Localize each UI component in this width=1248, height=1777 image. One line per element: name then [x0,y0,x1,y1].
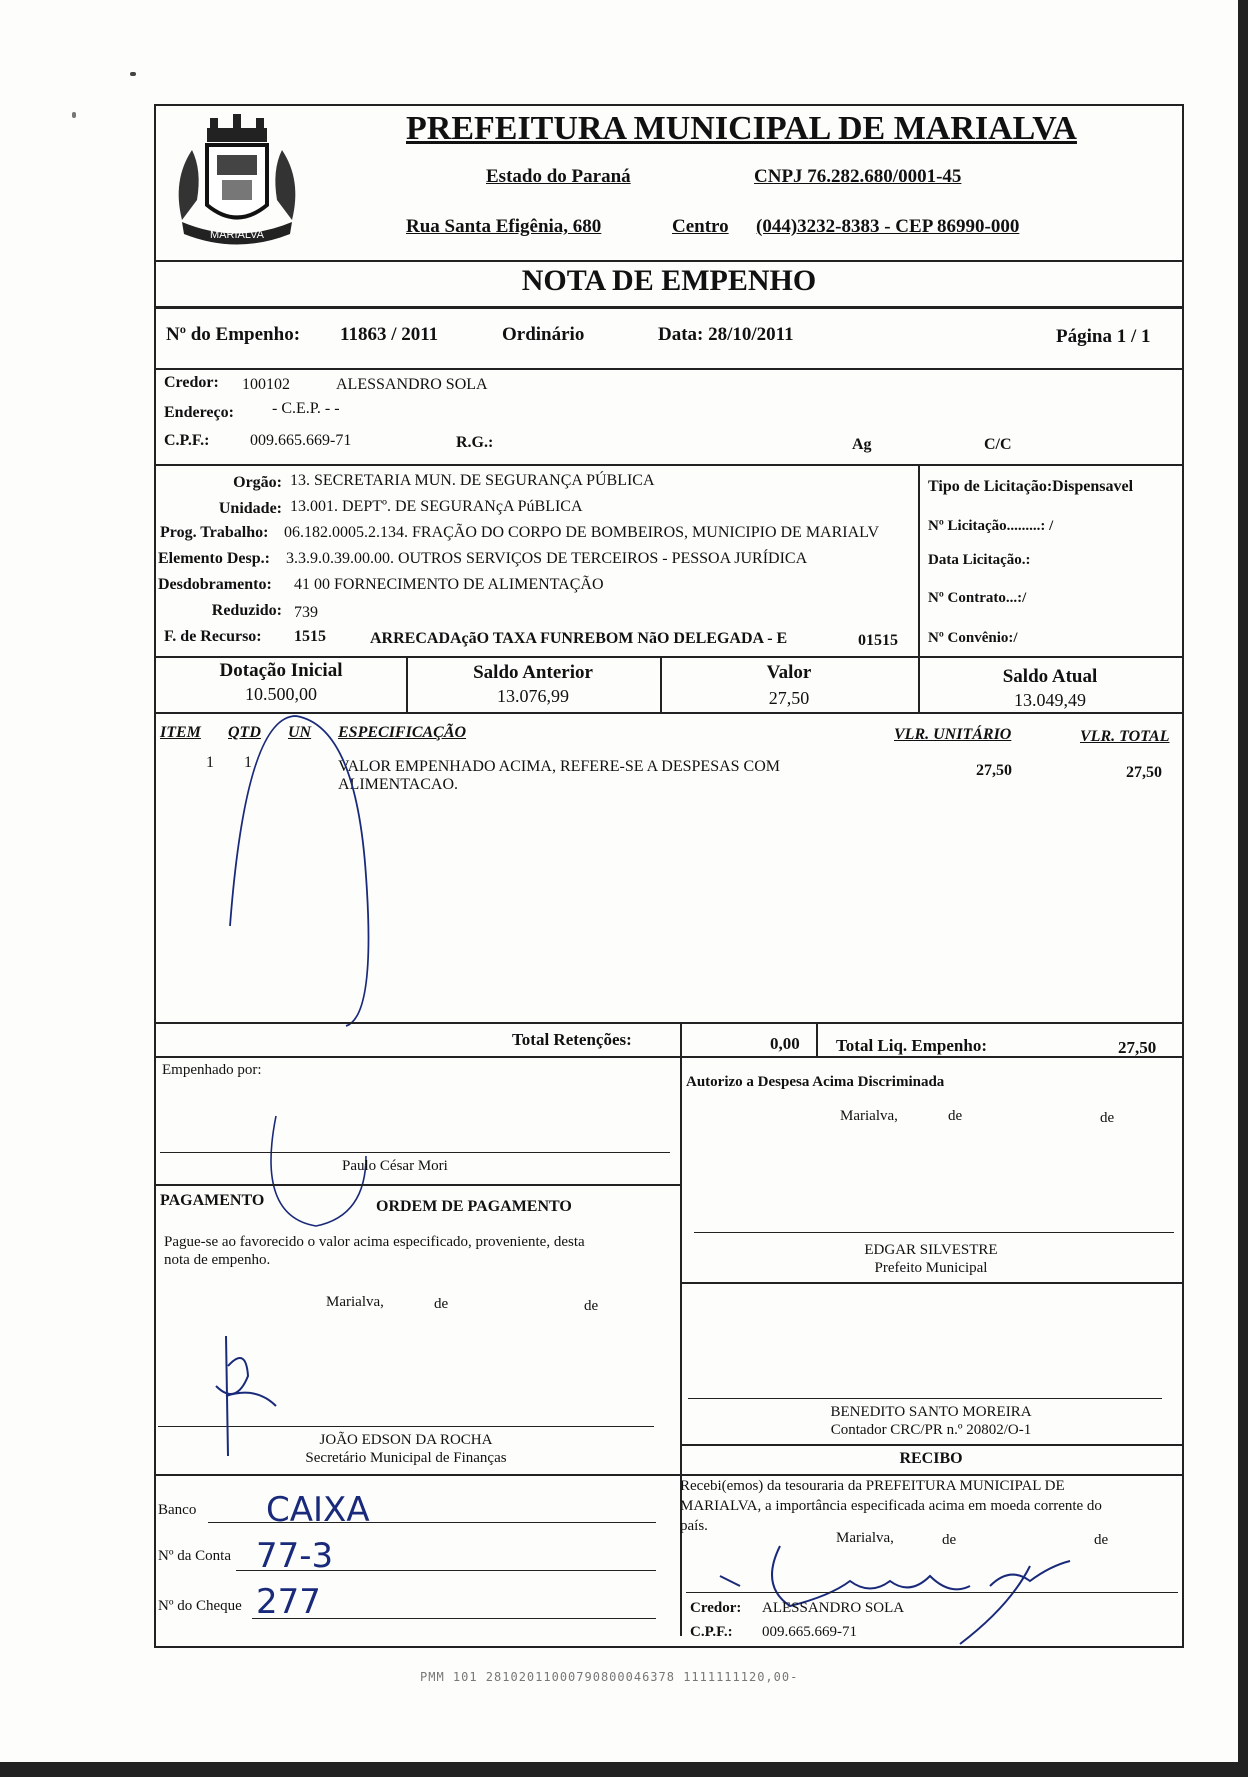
item-number: 1 [206,754,214,771]
empenho-date: Data: 28/10/2011 [658,324,794,345]
credor-label: Credor: [164,374,219,391]
banco-label: Banco [158,1502,197,1518]
recibo-de1: de [942,1532,957,1548]
recurso-label: F. de Recurso: [164,628,262,645]
elemento-value: 3.3.9.0.39.00.00. OUTROS SERVIÇOS DE TERCEIROS - PESSOA JURÍDICA [286,550,808,567]
header-title: PREFEITURA MUNICIPAL DE MARIALVA [406,110,1077,147]
saldo-atual-label: Saldo Atual [1002,666,1098,687]
footer-code: PMM 101 28102011000790800046378 1111111120,00- [420,1670,799,1684]
empenho-number: 11863 / 2011 [340,324,439,345]
prefeito-role: Prefeito Municipal [874,1260,988,1276]
reduzido-value: 739 [294,604,318,621]
items-header-total: VLR. TOTAL [1080,728,1170,745]
item-qtd: 1 [244,754,252,771]
numero-licitacao: Nº Licitação.........: / [928,518,1054,534]
divider [680,1282,1182,1284]
municipal-seal-icon [162,110,312,260]
dotacao-inicial-value: 10.500,00 [245,684,317,704]
recibo-credor-name: ALESSANDRO SOLA [762,1600,905,1616]
item-espec-line2: ALIMENTACAO. [338,776,459,793]
total-liquido-label: Total Liq. Empenho: [836,1036,987,1055]
total-retencoes-label: Total Retenções: [512,1030,632,1049]
cpf-label: C.P.F.: [164,432,210,449]
divider [156,656,1182,658]
prog-label: Prog. Trabalho: [160,524,269,541]
ordem-pagamento-label: ORDEM DE PAGAMENTO [376,1198,572,1215]
divider [680,1444,1182,1446]
valor-value: 27,50 [768,688,810,708]
header-district: Centro [672,216,729,237]
desdobramento-value: 41 00 FORNECIMENTO DE ALIMENTAÇÃO [294,576,604,593]
recibo-city: Marialva, [836,1530,894,1546]
signature-line [694,1232,1174,1233]
divider [816,1022,818,1056]
valor-label: Valor [766,662,812,683]
empenhado-por-label: Empenhado por: [162,1062,262,1078]
svg-text:MARIALVA: MARIALVA [210,229,264,241]
items-header-espec: ESPECIFICAÇÃO [338,724,467,741]
divider [680,1056,682,1636]
pagamento-city: Marialva, [326,1294,384,1310]
unidade-label: Unidade: [218,500,282,517]
dotacao-inicial-label: Dotação Inicial [219,660,343,681]
signature-line [160,1152,670,1153]
empenho-number-label: Nº do Empenho: [166,324,301,345]
items-header-un: UN [288,724,312,741]
secretario-name: JOÃO EDSON DA ROCHA [319,1432,493,1448]
empenhado-por-name: Paulo César Mori [342,1158,448,1174]
recibo-text-line2: MARIALVA, a importância especificada acima em moeda corrente do [680,1498,1102,1514]
autorizo-de1: de [948,1108,963,1124]
cheque-handwritten-value: 277 [256,1582,321,1622]
ag-label: Ag [852,436,872,453]
divider [156,260,1182,262]
recibo-credor-label: Credor: [690,1600,742,1616]
header-address: Rua Santa Efigênia, 680 [406,216,602,237]
endereco-label: Endereço: [164,404,234,421]
cheque-label: Nº do Cheque [158,1598,242,1614]
total-retencoes-value: 0,00 [770,1034,800,1053]
conta-handwritten-value: 77-3 [256,1536,334,1576]
prefeito-name: EDGAR SILVESTRE [864,1242,998,1258]
scan-mark [72,112,76,118]
item-total-value: 27,50 [1126,764,1162,781]
rg-label: R.G.: [456,434,494,451]
divider [918,464,920,658]
reduzido-label: Reduzido: [211,602,282,619]
secretario-role: Secretário Municipal de Finanças [305,1450,507,1466]
saldo-atual-value: 13.049,49 [1014,690,1086,710]
elemento-label: Elemento Desp.: [158,550,270,567]
recibo-label: RECIBO [899,1450,963,1467]
unidade-value: 13.001. DEPTº. DE SEGURANçA PúBLICA [290,498,583,515]
contador-role: Contador CRC/PR n.º 20802/O-1 [830,1422,1032,1438]
scan-edge-bottom [0,1762,1248,1777]
recurso-desc: ARRECADAçãO TAXA FUNREBOM NãO DELEGADA - E [370,630,788,647]
signature-line [686,1592,1178,1593]
recurso-code: 1515 [294,628,326,645]
saldo-anterior-label: Saldo Anterior [473,662,593,683]
pagamento-de1: de [434,1296,449,1312]
items-header-item: ITEM [160,724,201,741]
scan-mark [130,72,136,76]
pagamento-text-line2: nota de empenho. [164,1252,271,1268]
scan-edge [1238,0,1248,1777]
recibo-de2: de [1094,1532,1109,1548]
pagamento-text-line1: Pague-se ao favorecido o valor acima especificado, proveniente, desta [164,1234,585,1250]
contador-name: BENEDITO SANTO MOREIRA [830,1404,1032,1420]
banco-handwritten-value: CAIXA [266,1490,370,1530]
autorizo-label: Autorizo a Despesa Acima Discriminada [686,1074,945,1090]
saldo-anterior-value: 13.076,99 [497,686,569,706]
doc-title: NOTA DE EMPENHO [521,264,817,297]
data-licitacao: Data Licitação.: [928,552,1031,568]
credor-code: 100102 [242,376,290,393]
signature-line [688,1398,1162,1399]
numero-convenio: Nº Convênio:/ [928,630,1018,646]
item-espec-line1: VALOR EMPENHADO ACIMA, REFERE-SE A DESPESAS COM [338,758,780,775]
conta-label: Nº da Conta [158,1548,231,1564]
orgao-value: 13. SECRETARIA MUN. DE SEGURANÇA PÚBLICA [290,472,655,489]
autorizo-de2: de [1100,1110,1115,1126]
divider [156,1184,680,1186]
divider [156,1022,1182,1024]
nota-empenho-form [154,104,1184,1648]
header-phone-cep: (044)3232-8383 - CEP 86990-000 [756,216,1020,237]
autorizo-city: Marialva, [840,1108,898,1124]
cpf-value: 009.665.669-71 [250,432,352,449]
divider [156,464,1182,466]
recurso-number: 01515 [858,632,898,649]
credor-name: ALESSANDRO SOLA [336,376,488,393]
divider [680,1022,682,1056]
recibo-text-line3: país. [680,1518,708,1534]
orgao-label: Orgão: [233,474,282,491]
total-liquido-value: 27,50 [1118,1038,1157,1057]
recibo-cpf-value: 009.665.669-71 [762,1624,857,1640]
page-number: Página 1 / 1 [1056,326,1151,347]
header-state: Estado do Paraná [486,166,631,187]
divider [156,306,1182,309]
pagamento-de2: de [584,1298,599,1314]
divider [156,1056,1182,1058]
item-unit-value: 27,50 [976,762,1012,779]
divider [156,1474,1182,1476]
recibo-cpf-label: C.P.F.: [690,1624,733,1640]
empenho-type: Ordinário [502,324,585,345]
items-header-unit: VLR. UNITÁRIO [894,726,1012,743]
divider [156,368,1182,370]
secretario-signature [206,1326,296,1466]
pagamento-label: PAGAMENTO [160,1192,265,1209]
prog-value: 06.182.0005.2.134. FRAÇÃO DO CORPO DE BOMBEIROS, MUNICIPIO DE MARIALV [284,524,880,541]
endereco-value: - C.E.P. - - [272,400,340,417]
cc-label: C/C [984,436,1012,453]
header-cnpj: CNPJ 76.282.680/0001-45 [754,166,962,187]
desdobramento-label: Desdobramento: [158,576,272,593]
numero-contrato: Nº Contrato...:/ [928,590,1027,606]
items-header-qtd: QTD [228,724,261,741]
recibo-text-line1: Recebi(emos) da tesouraria da PREFEITURA MUNICIPAL DE [680,1478,1065,1494]
tipo-licitacao: Tipo de Licitação:Dispensavel [928,478,1134,495]
